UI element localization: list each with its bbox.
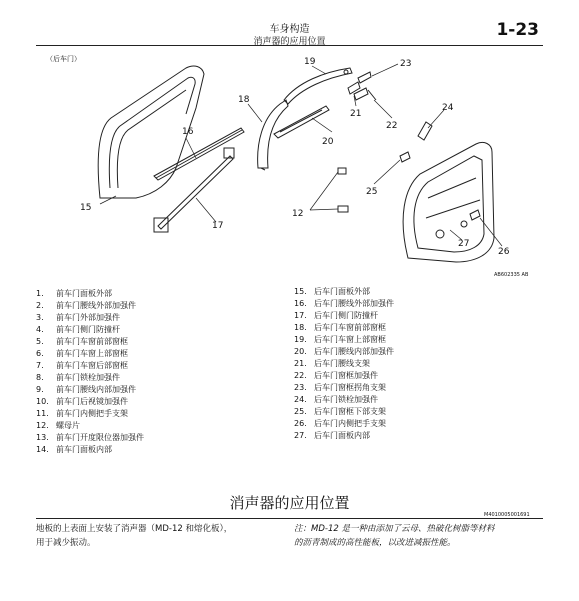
callout-16: 16 [182,127,194,137]
callout-17: 17 [212,221,224,231]
callout-18: 18 [238,95,250,105]
list-item: 8. 前车门锁栓加强件 [36,373,120,382]
list-item: 17. 后车门侧门防撞杆 [294,311,378,320]
list-item: 14. 前车门面板内部 [36,445,112,454]
list-item: 11. 前车门内侧把手支架 [36,409,128,418]
callout-22: 22 [386,121,398,131]
rear-door-exploded-diagram [36,48,543,278]
callout-15: 15 [80,203,92,213]
lower-sash-bracket-drawing [400,152,410,162]
callout-26: 26 [498,247,510,257]
callout-24: 24 [442,103,454,113]
note-line-1: 注：MD-12 是一种由添加了云母、热破化树脂等材料 [294,524,495,534]
callout-20: 20 [322,137,334,147]
latch-reinforcement-drawing [418,122,432,140]
list-item: 24. 后车门锁栓加强件 [294,395,378,404]
section-title: 消声器的应用位置 [229,494,350,512]
list-item: 15. 后车门面板外部 [294,287,370,296]
list-item: 3. 前车门外部加强件 [36,313,120,322]
callout-21: 21 [350,109,362,119]
body-line-1: 地板的上表面上安装了消声器（MD-12 和熔化板）， [36,524,233,534]
impact-bar-drawing [154,148,234,232]
list-item: 12. 螺母片 [36,421,80,430]
section-note [294,522,544,550]
page-number: 1-23 [496,20,539,40]
list-item: 26. 后车门内侧把手支架 [294,419,386,428]
list-item: 5. 前车门车窗前部窗框 [36,337,128,346]
list-item: 27. 后车门面板内部 [294,431,370,440]
belt-reinforcement-drawing [154,128,244,180]
inner-handle-bracket-drawing [470,210,480,220]
list-item: 21. 后车门腰线支架 [294,359,370,368]
parts-list-left [36,288,144,456]
list-item: 23. 后车门窗框拐角支架 [294,383,386,392]
belt-inner-reinforcement-drawing [274,106,329,138]
list-item: 1. 前车门面板外部 [36,289,112,298]
list-item: 22. 后车门窗框加强件 [294,371,378,380]
list-item: 25. 后车门窗框下部支架 [294,407,386,416]
header-title: 车身构造 [269,24,310,35]
header-subtitle: 消声器的应用位置 [253,37,326,47]
callout-27: 27 [458,239,470,249]
parts-list-right [294,286,394,442]
list-item: 10. 前车门后视镜加强件 [36,397,128,406]
section-body [36,522,286,550]
body-line-2: 用于减少振动。 [36,538,96,548]
inner-door-panel-drawing [403,142,494,262]
nut-plate-drawing [338,168,348,212]
callout-12: 12 [292,209,304,219]
small-brackets-drawing [348,72,376,100]
figure-code: AB602335 AB [494,272,529,278]
section-rule [36,518,543,519]
list-item: 16. 后车门腰线外部加强件 [294,299,394,308]
list-item: 4. 前车门侧门防撞杆 [36,325,120,334]
upper-window-frame-drawing [284,68,352,104]
list-item: 13. 前车门开度限位器加强件 [36,433,144,442]
callout-19: 19 [304,57,316,67]
list-item: 19. 后车门车窗上部窗框 [294,335,386,344]
list-item: 6. 前车门车窗上部窗框 [36,349,128,358]
list-item: 2. 前车门腰线外部加强件 [36,301,136,310]
section-code: M4010005001691 [484,512,530,518]
callout-25: 25 [366,187,378,197]
note-line-2: 的沥青制成的高性能板，以改进减振性能。 [294,538,456,548]
list-item: 9. 前车门腰线内部加强件 [36,385,136,394]
list-item: 18. 后车门车窗前部窗框 [294,323,386,332]
panel-label: （后车门） [46,55,81,63]
callout-23: 23 [400,59,412,69]
list-item: 20. 后车门腰线内部加强件 [294,347,394,356]
list-item: 7. 前车门车窗后部窗框 [36,361,128,370]
header-rule [36,45,543,46]
